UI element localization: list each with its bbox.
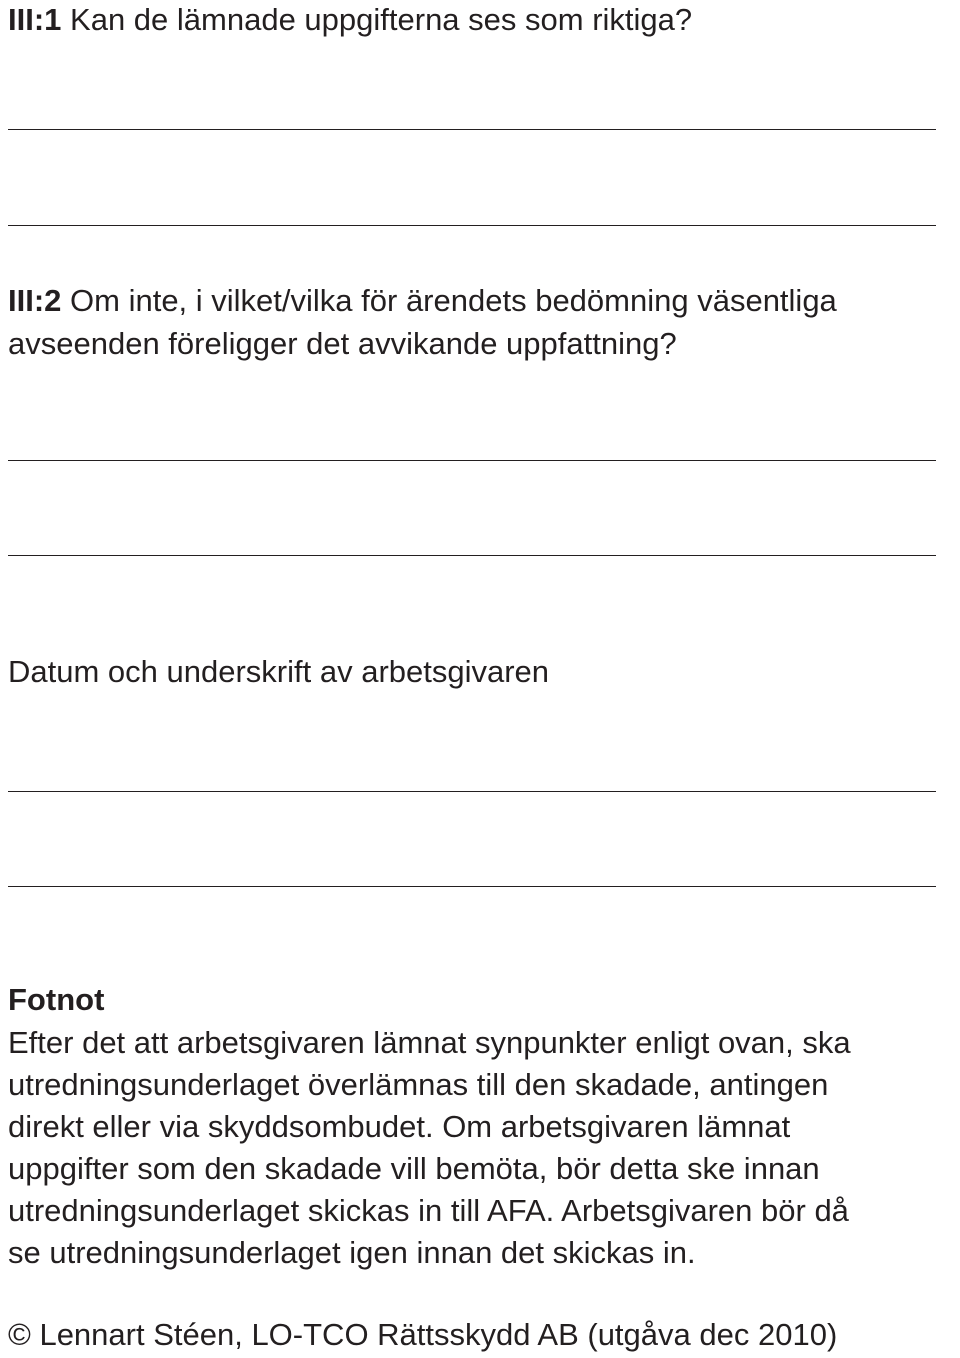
footnote-line-6: se utredningsunderlaget igen innan det skickas in. <box>8 1235 696 1270</box>
footnote-line-3: direkt eller via skyddsombudet. Om arbetsgivaren lämnat <box>8 1109 791 1144</box>
footnote-line-1: Efter det att arbetsgivaren lämnat synpunkter enligt ovan, ska <box>8 1025 851 1060</box>
footnote-line-5: utredningsunderlaget skickas in till AFA. Arbetsgivaren bör då <box>8 1193 849 1228</box>
answer-line-4[interactable] <box>8 555 936 556</box>
footnote-title: Fotnot <box>8 982 105 1017</box>
answer-line-2[interactable] <box>8 225 936 226</box>
signature-line[interactable] <box>8 886 936 887</box>
answer-line-3[interactable] <box>8 460 936 461</box>
question-iii-1-body: Kan de lämnade uppgifterna ses som riktiga? <box>70 2 693 37</box>
question-iii-1-text <box>8 2 692 38</box>
question-iii-2-body-line-1: Om inte, i vilket/vilka för ärendets bedömning väsentliga <box>70 283 837 318</box>
footnote-line-2: utredningsunderlaget överlämnas till den skadade, antingen <box>8 1067 829 1102</box>
question-iii-2-label: III:2 <box>8 283 62 318</box>
answer-line-1[interactable] <box>8 129 936 130</box>
question-iii-2-body-line-2: avseenden föreligger det avvikande uppfattning? <box>8 326 677 361</box>
copyright-notice: © Lennart Stéen, LO-TCO Rättsskydd AB (utgåva dec 2010) <box>8 1317 838 1352</box>
date-line[interactable] <box>8 791 936 792</box>
footnote-line-4: uppgifter som den skadade vill bemöta, bör detta ske innan <box>8 1151 820 1186</box>
signature-label: Datum och underskrift av arbetsgivaren <box>8 654 550 689</box>
question-iii-1-label: III:1 <box>8 2 62 37</box>
question-iii-2-line-1 <box>8 283 837 319</box>
